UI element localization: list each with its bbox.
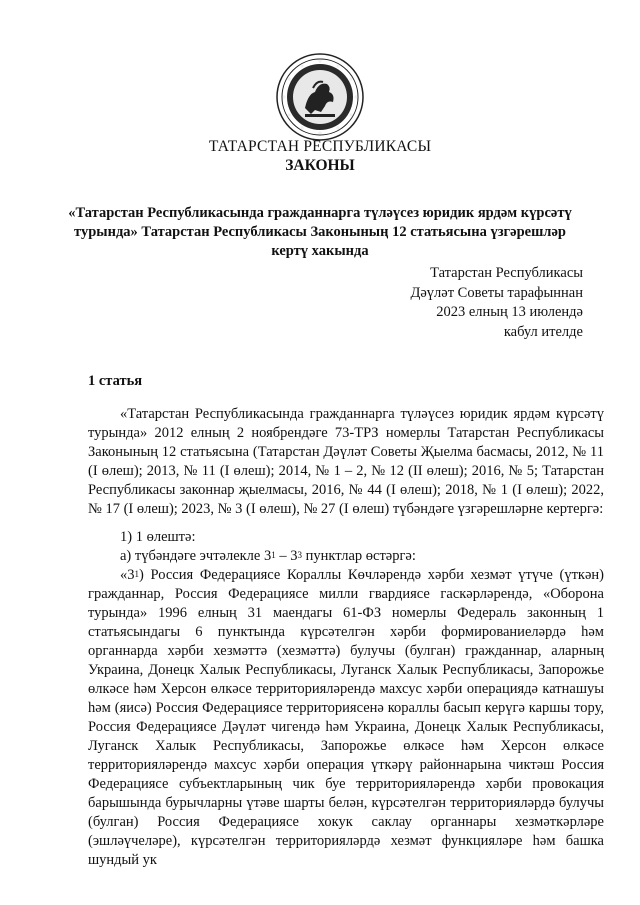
republic-heading: ТАТАРСТАН РЕСПУБЛИКАСЫ: [208, 138, 432, 155]
adoption-line-4: кабул ителде: [503, 323, 583, 340]
item-1: 1) 1 өлештә:: [120, 529, 196, 545]
quoted-point-text: «$3^1$) Россия Федерациясе Кораллы Көчләрендә хәрби хезмәт үтүче (үткән) гражданнар, Россия Федерациясе милли гвардиясе гаскәрләрендә, «Оборона турында» 1996 елның 31 маендагы 61-ФЗ номерлы Федераль законның 1 статьясындагы 6 пунктында күрсәтелгән хәрби формированиеләрдә һәм органнарда хәрби хезмәттә (хезмәттә) булучы (булган) гражданнар, аларның Украина, Донецк Халык Республикасы, Луганск Халык Республикасы, Запорожье өлкәсе һәм Херсон өлкәсе территорияләрендә махсус хәрби операциядә катнашуы һәм (яисә) Россия Федерациясе территориясенә кораллы басып керүгә каршы тору, Россия Федерациясе Дәүләт чигендә һәм Украина, Донецк Халык Республикасы, Луганск Халык Республикасы, Запорожье өлкәсе һәм Херсон өлкәсе территорияләрендә махсус хәрби операция үткәрү районнарына чиктәш Россия Федерациясе субъектларының чик буе территорияләрендә хәрби провокация барышында бурычларны үтәве шарты белән, күрсәтелгән территорияләрдә булучы (булган) Россия Федерациясе хокук саклау органнары хезмәткәрләре (эшләүчеләре), күрсәтелгән территорияләрдә хезмәт функцияләре һәм башка шундый ук: [88, 567, 604, 868]
coat-of-arms-emblem: [275, 52, 365, 142]
adoption-line-1: Татарстан Республикасы: [430, 265, 583, 281]
adoption-line-2: Дәүләт Советы тарафыннан: [410, 284, 583, 301]
paragraph-text: «Татарстан Республикасында гражданнарга түләүсез юридик ярдәм күрсәтү турында» 2012 елның 2 ноябрендәге 73-ТРЗ номерлы Татарстан Республикасы Законының 12 статьясына (Татарстан Дәүләт Советы Җыелма басмасы, 2012, № 11 (I өлеш); 2013, № 11 (I өлеш); 2014, № 1 – 2, № 12 (II өлеш); 2016, № 5; Татарстан Республикасы законнар җыелмасы, 2016, № 44 (I өлеш); 2018, № 1 (I өлеш); 2022, № 17 (I өлеш); 2023, № 3 (I өлеш), № 27 (I өлеш) түбәндәге үзгәрешләрне кертергә:: [88, 406, 604, 517]
adoption-note: [410, 264, 583, 342]
adoption-line-3: 2023 елның 13 июлендә: [436, 304, 583, 320]
article-heading: 1 статья: [88, 373, 143, 389]
law-title: «Татарстан Республикасында гражданнарга түләүсез юридик ярдәм күрсәтү турында» Татарстан Республикасы Законының 12 статьясына үзгәрешләр кертү хакында: [68, 205, 572, 259]
intro-paragraph: [88, 405, 604, 519]
amendment-items: [88, 528, 604, 870]
document-type-heading: ЗАКОНЫ: [285, 157, 355, 174]
item-a: а) түбәндәге эчтәлекле $3^1 - 3^3$ пунктлар өстәргә:: [120, 548, 416, 564]
